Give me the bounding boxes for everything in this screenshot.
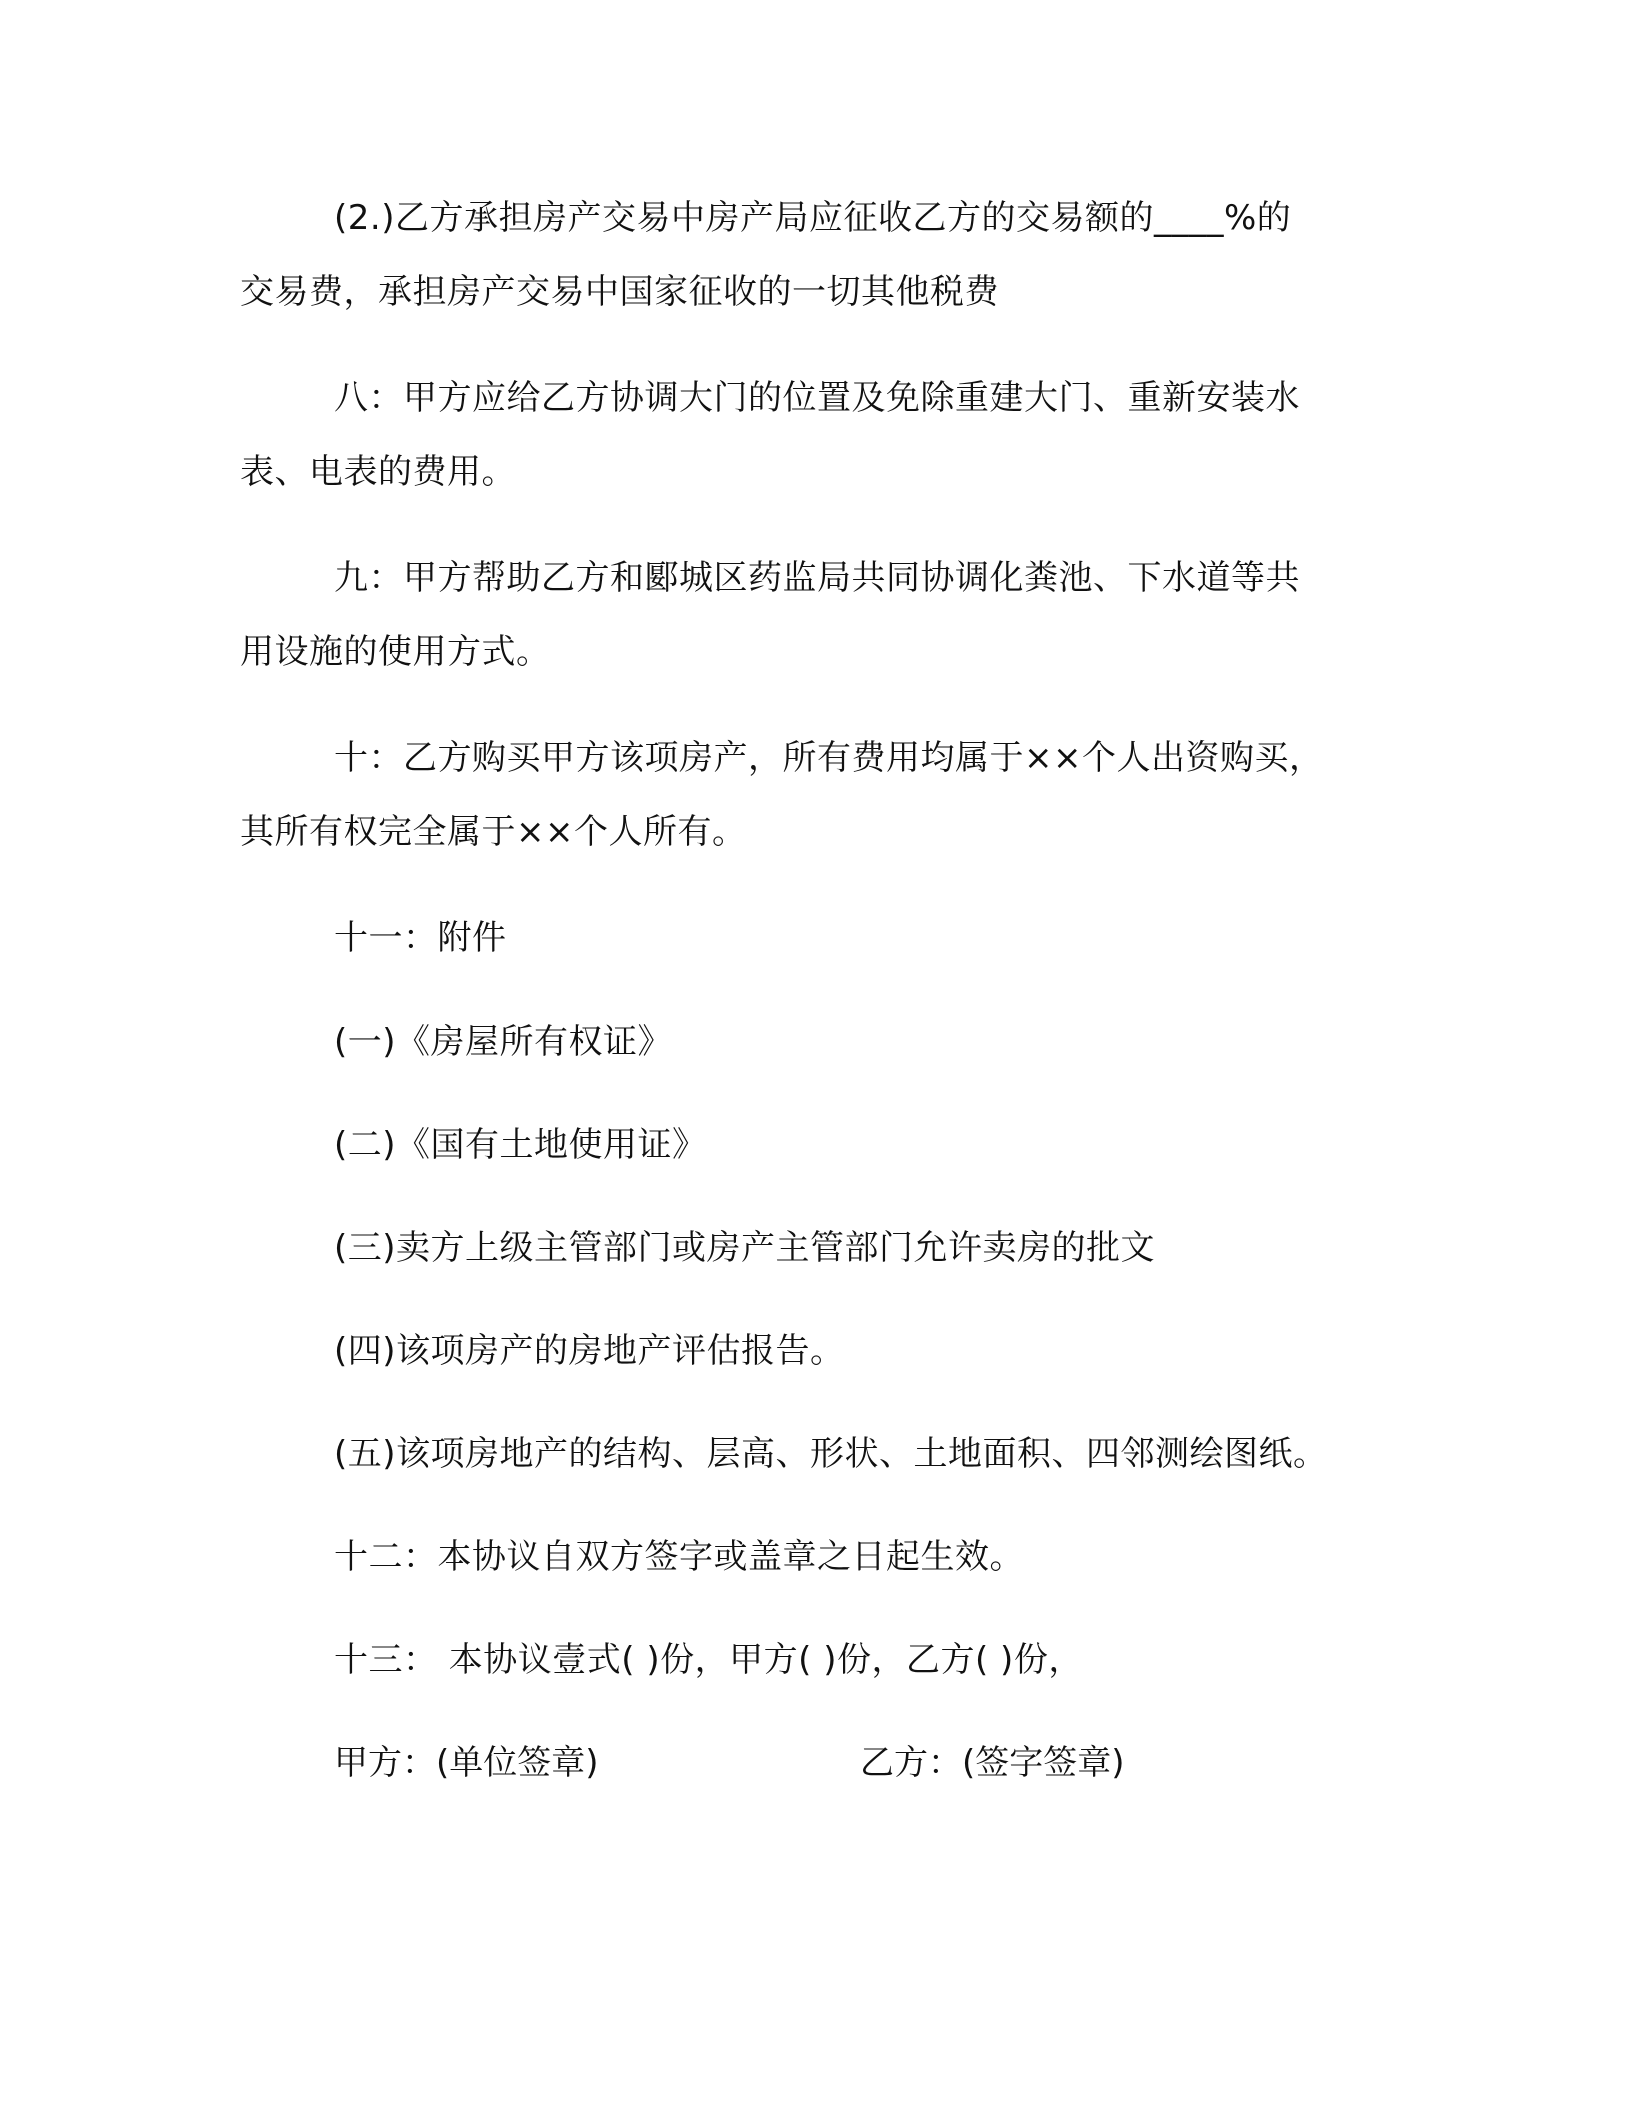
attachment-item-2: (二)《国有土地使用证》 [334, 1125, 707, 1165]
clause-7-2-line-1: (2.)乙方承担房产交易中房产局应征收乙方的交易额的____%的 [334, 198, 1292, 238]
clause-13: 十三： 本协议壹式( )份，甲方( )份，乙方( )份， [334, 1640, 1083, 1680]
clause-8-line-1: 八：甲方应给乙方协调大门的位置及免除重建大门、重新安装水 [334, 378, 1300, 418]
clause-10-line-1: 十：乙方购买甲方该项房产，所有费用均属于××个人出资购买， [334, 738, 1324, 778]
clause-9-line-1: 九：甲方帮助乙方和郾城区药监局共同协调化粪池、下水道等共 [334, 558, 1300, 598]
attachment-item-4: (四)该项房产的房地产评估报告。 [334, 1331, 845, 1371]
attachment-item-3: (三)卖方上级主管部门或房产主管部门允许卖房的批文 [334, 1228, 1156, 1268]
clause-7-2-line-2: 交易费，承担房产交易中国家征收的一切其他税费 [240, 272, 999, 312]
signature-row [334, 1743, 1125, 1783]
clause-11-heading: 十一：附件 [334, 918, 507, 958]
party-b-signature: 乙方：(签字签章) [860, 1743, 1125, 1783]
clause-9-line-2: 用设施的使用方式。 [240, 632, 551, 672]
attachment-item-1: (一)《房屋所有权证》 [334, 1022, 673, 1062]
party-a-signature: 甲方：(单位签章) [334, 1743, 599, 1783]
clause-8-line-2: 表、电表的费用。 [240, 452, 516, 492]
attachment-item-5: (五)该项房地产的结构、层高、形状、土地面积、四邻测绘图纸。 [334, 1434, 1328, 1474]
clause-12: 十二：本协议自双方签字或盖章之日起生效。 [334, 1537, 1024, 1577]
clause-10-line-2: 其所有权完全属于××个人所有。 [240, 812, 747, 852]
